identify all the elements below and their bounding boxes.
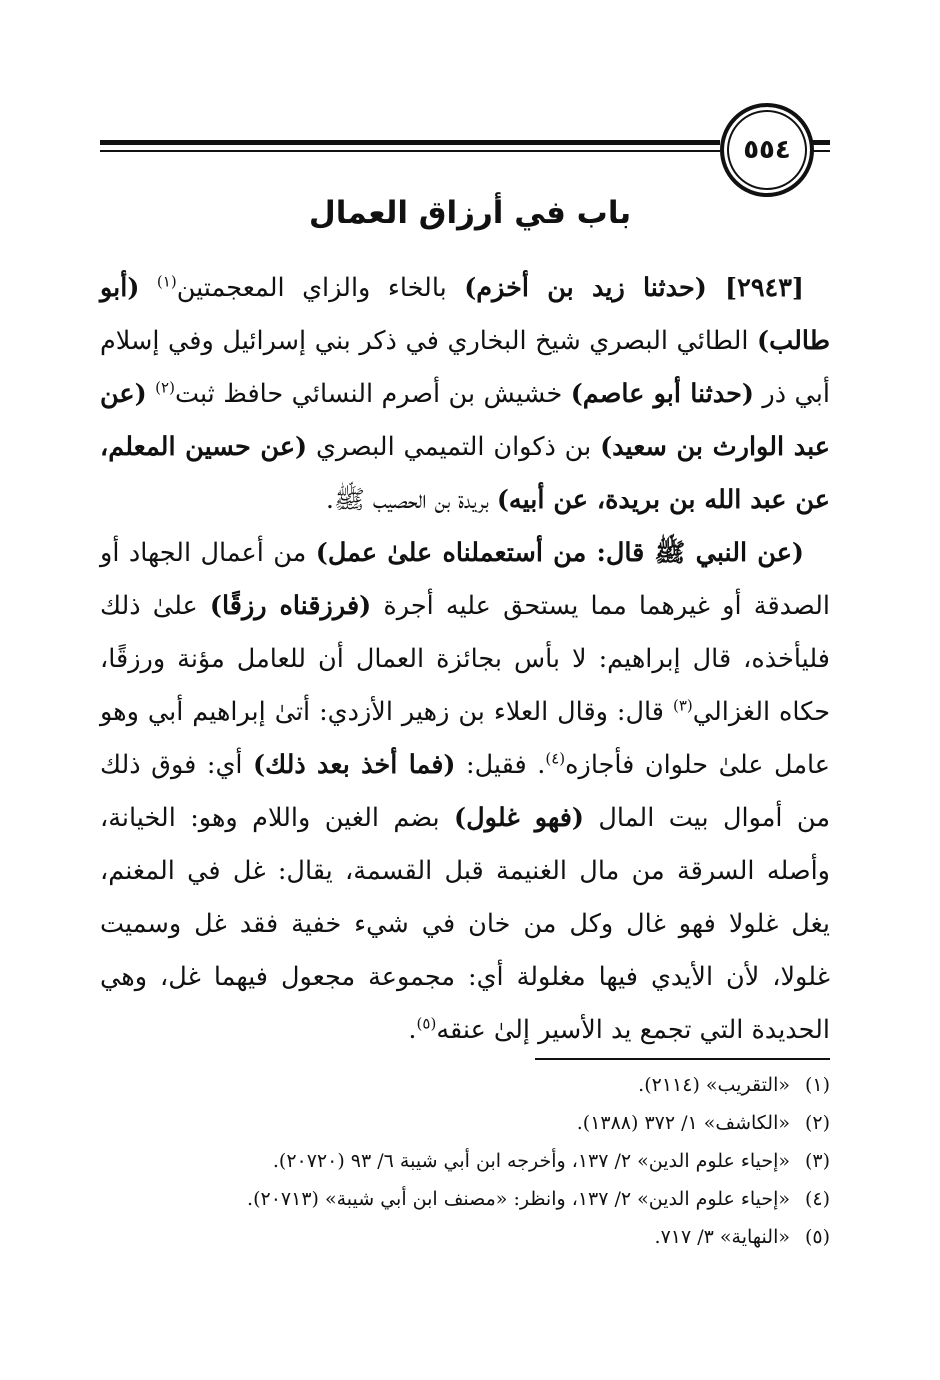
bold-quote: (أبو طالب) [100, 273, 830, 356]
page-header [0, 0, 940, 200]
bold-quote: (فما أخذ بعد ذلك) [253, 750, 456, 780]
footnote-item [100, 1180, 830, 1218]
text-run [139, 273, 156, 303]
text-run: علىٰ ذلك فليأخذه، قال إبراهيم: لا بأس بجائزة العمال أن للعامل مؤنة ورزقًا، حكاه الغزالي [100, 591, 831, 727]
page-number-badge [720, 103, 814, 197]
text-run: بالخاء والزاي المعجمتين [176, 273, 465, 303]
text-run: الطائي البصري شيخ البخاري في ذكر بني إسرائيل وفي إسلام أبي ذر [100, 326, 830, 409]
text-run [147, 379, 155, 409]
footnote-ref: (٤) [545, 749, 566, 768]
footnote-item [100, 1142, 830, 1180]
bold-quote: (حدثنا أبو عاصم) [570, 379, 754, 409]
text-run: من أعمال الجهاد أو الصدقة أو غيرهما مما يستحق عليه أجرة [100, 538, 830, 621]
footnote-item [100, 1218, 830, 1256]
footnote-ref: (٣) [672, 696, 693, 715]
footnote-text: «إحياء علوم الدين» ٢/ ١٣٧، وانظر: «مصنف ابن أبي شيبة» (٢٠٧١٣). [247, 1188, 790, 1210]
footnote-text: «النهاية» ٣/ ٧١٧. [654, 1226, 790, 1248]
footnotes [100, 1066, 830, 1256]
footnote-item [100, 1066, 830, 1104]
text-run: بضم الغين واللام وهو: الخيانة، وأصله السرقة من مال الغنيمة قبل القسمة، يقال: غل في المغنم، يغل غلولا فهو غال وكل من خان في شيء خفية فقد غل وسميت غلولا، لأن الأيدي فيها مغلولة أي: مجموعة مجعول فيهما غل، وهي الحديدة التي تجمع يد الأسير إلىٰ عنقه [100, 803, 830, 1045]
bold-quote: (فهو غلول) [454, 803, 584, 833]
paragraph-hadith-text [100, 527, 830, 1057]
text-run: قال: وقال العلاء بن زهير الأزدي: أتىٰ إبراهيم أبي وهو عامل علىٰ حلوان فأجازه [100, 697, 830, 780]
bold-quote: (عن عبد الوارث بن سعيد) [100, 379, 830, 462]
header-rule-thick [100, 140, 720, 145]
main-text [100, 262, 830, 1057]
footnote-number: (٢) [804, 1112, 830, 1134]
footnote-ref: (١) [156, 272, 177, 291]
footnote-number: (٣) [804, 1150, 830, 1172]
text-run: . [408, 1015, 417, 1045]
text-run: أي: فوق ذلك من أموال بيت المال [100, 750, 830, 833]
footnote-ref: (٥) [416, 1014, 437, 1033]
bold-quote: [٢٩٤٣] (حدثنا زيد بن أخزم) [464, 273, 804, 303]
text-run: بن ذكوان التميمي البصري [307, 432, 601, 462]
footnote-item [100, 1104, 830, 1142]
footnote-ref: (٢) [155, 378, 175, 397]
footnote-number: (٥) [804, 1226, 830, 1248]
page-number: ٥٥٤ [743, 135, 791, 165]
text-run: خشيش بن أصرم النسائي حافظ ثبت [174, 379, 571, 409]
header-rule-thin [100, 150, 720, 152]
bold-quote: (عن حسين المعلم، عن عبد الله بن بريدة، عن أبيه) [100, 432, 830, 515]
footnote-number: (١) [804, 1074, 830, 1096]
text-run: بريدة بن الحصيب ﷺ. [325, 485, 497, 515]
chapter-title: باب في أرزاق العمال [308, 195, 632, 231]
footnote-separator [535, 1058, 830, 1060]
text-run: . فقيل: [455, 750, 546, 780]
paragraph-hadith-chain [100, 262, 830, 527]
footnote-number: (٤) [804, 1188, 830, 1210]
footnote-text: «التقريب» (٢١١٤). [638, 1074, 790, 1096]
footnote-text: «إحياء علوم الدين» ٢/ ١٣٧، وأخرجه ابن أبي شيبة ٦/ ٩٣ (٢٠٧٢٠). [272, 1150, 790, 1172]
footnote-text: «الكاشف» ١/ ٣٧٢ (١٣٨٨). [576, 1112, 790, 1134]
bold-quote: (فرزقناه رزقًا) [209, 591, 372, 621]
bold-quote: (عن النبي ﷺ قال: من أستعملناه علىٰ عمل) [315, 538, 804, 568]
